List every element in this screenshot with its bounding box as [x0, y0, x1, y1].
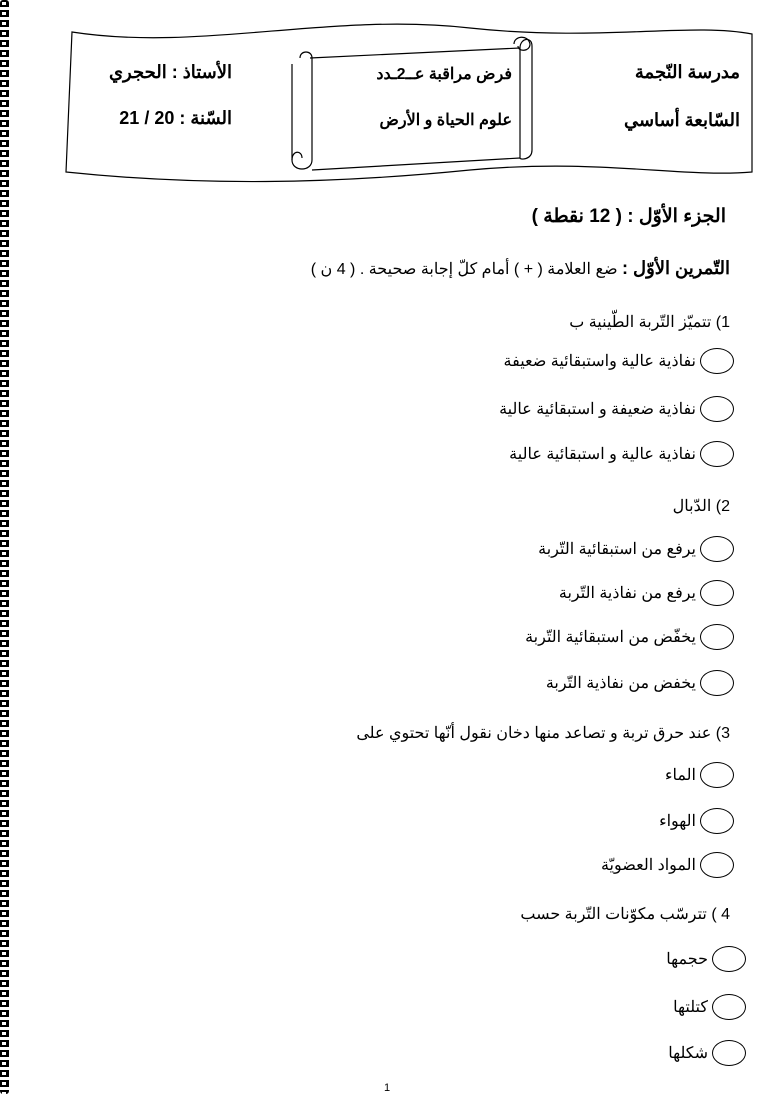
answer-circle[interactable]	[700, 396, 734, 422]
option-3-2[interactable]	[659, 808, 734, 834]
page-number: 1	[384, 1082, 391, 1094]
option-label: يرفع من استبقائية التّربة	[538, 541, 696, 558]
answer-circle[interactable]	[700, 808, 734, 834]
option-4-2[interactable]	[673, 994, 746, 1020]
option-3-3[interactable]	[601, 852, 734, 878]
answer-circle[interactable]	[700, 624, 734, 650]
answer-circle[interactable]	[712, 1040, 746, 1066]
exam-title: فرض مراقبة عــ2ـدد	[376, 66, 512, 83]
option-label: كتلتها	[673, 999, 708, 1016]
teacher-name: الأستاذ : الحجري	[108, 62, 232, 82]
answer-circle[interactable]	[700, 348, 734, 374]
option-label: شكلها	[668, 1045, 708, 1062]
question-4: 4 ) تترسّب مكوّنات التّربة حسب	[520, 906, 730, 923]
option-4-1[interactable]	[666, 946, 746, 972]
option-3-1[interactable]	[665, 762, 734, 788]
subject-name: علوم الحياة و الأرض	[379, 112, 512, 129]
option-label: نفاذية ضعيفة و استبقائية عالية	[499, 401, 696, 418]
answer-circle[interactable]	[700, 762, 734, 788]
answer-circle[interactable]	[712, 994, 746, 1020]
option-4-3[interactable]	[668, 1040, 746, 1066]
option-2-2[interactable]	[559, 580, 734, 606]
school-year: السّنة : 20 / 21	[119, 108, 232, 128]
school-name: مدرسة النّجمة	[634, 62, 740, 82]
question-3: 3) عند حرق تربة و تصاعد منها دخان نقول أنّها تحتوي على	[356, 725, 730, 742]
question-2: 2) الدّبال	[672, 498, 730, 515]
option-label: المواد العضويّة	[600, 857, 696, 874]
exercise-heading	[311, 258, 730, 279]
exercise-label: التّمرين الأوّل :	[622, 258, 730, 278]
class-level: السّابعة أساسي	[623, 110, 740, 130]
answer-circle[interactable]	[700, 536, 734, 562]
part-title: الجزء الأوّل : ( 12 نقطة )	[531, 206, 726, 227]
option-2-4[interactable]	[546, 670, 734, 696]
header-scroll-frame	[0, 0, 770, 200]
option-2-3[interactable]	[525, 624, 734, 650]
option-label: يرفع من نفاذية التّربة	[558, 585, 696, 602]
option-1-3[interactable]	[509, 441, 734, 467]
option-label: يخفّض من استبقائية التّربة	[525, 629, 696, 646]
option-label: الهواء	[659, 813, 696, 830]
answer-circle[interactable]	[700, 670, 734, 696]
exercise-instruction: ضع العلامة ( + ) أمام كلّ إجابة صحيحة . ( 4 ن )	[310, 261, 618, 278]
option-label: الماء	[665, 767, 696, 784]
option-label: نفاذية عالية واستبقائية ضعيفة	[503, 353, 696, 370]
answer-circle[interactable]	[700, 852, 734, 878]
option-2-1[interactable]	[538, 536, 734, 562]
option-label: حجمها	[666, 951, 708, 968]
option-label: يخفض من نفاذية التّربة	[545, 675, 696, 692]
option-1-1[interactable]	[504, 348, 734, 374]
answer-circle[interactable]	[700, 580, 734, 606]
option-label: نفاذية عالية و استبقائية عالية	[509, 446, 696, 463]
answer-circle[interactable]	[712, 946, 746, 972]
option-1-2[interactable]	[499, 396, 734, 422]
question-1: 1) تتميّز التّربة الطّينية ب	[569, 314, 730, 331]
answer-circle[interactable]	[700, 441, 734, 467]
